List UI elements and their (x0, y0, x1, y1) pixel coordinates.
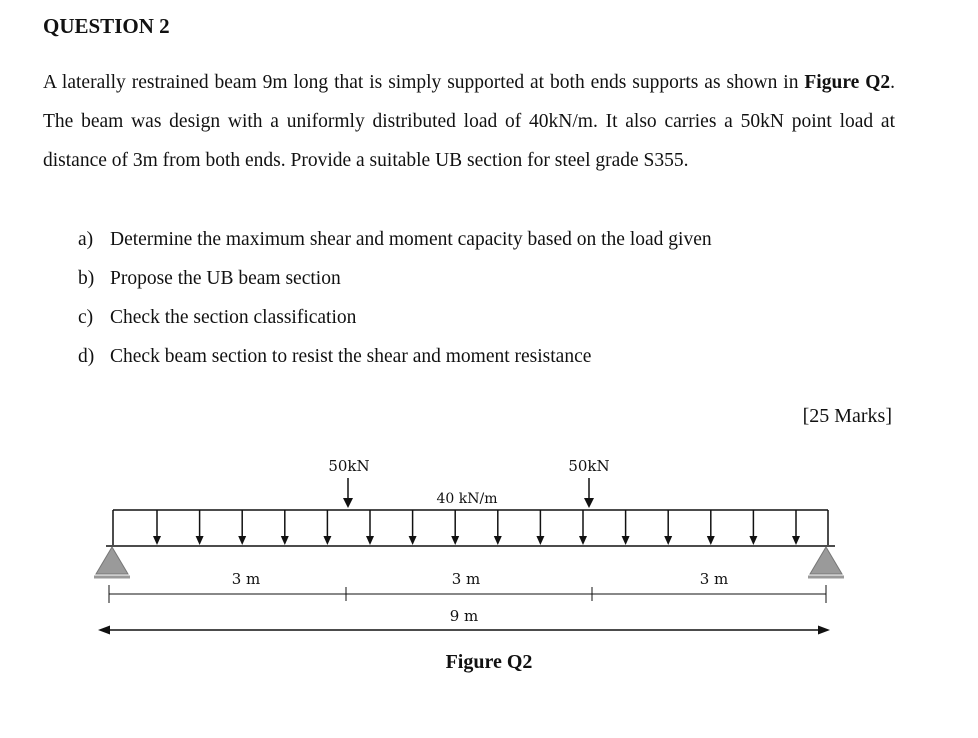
figure-caption: Figure Q2 (445, 651, 533, 673)
task-letter: b) (78, 268, 95, 289)
udl-arrow (238, 510, 246, 545)
question-text (43, 63, 895, 180)
task-text: Check the section classification (110, 307, 357, 328)
span-left-label: 3 m (231, 570, 261, 588)
udl-arrow (281, 510, 289, 545)
point-load-right-label: 50kN (568, 457, 610, 475)
beam-diagram (0, 440, 978, 645)
udl-arrow (792, 510, 800, 545)
task-item-b (78, 259, 712, 298)
udl-arrow (664, 510, 672, 545)
task-text: Propose the UB beam section (110, 268, 341, 289)
task-text: Check beam section to resist the shear and moment resistance (110, 346, 592, 367)
point-load-right-arrow (584, 478, 594, 508)
udl-outline (113, 510, 828, 545)
task-item-a (78, 220, 712, 259)
task-item-c (78, 298, 712, 337)
task-letter: a) (78, 229, 94, 250)
udl-arrow (366, 510, 374, 545)
task-letter: d) (78, 346, 95, 367)
udl-arrow (323, 510, 331, 545)
point-load-left-label: 50kN (328, 457, 370, 475)
udl-arrow (579, 510, 587, 545)
question-heading: QUESTION 2 (43, 14, 170, 38)
udl-arrow (622, 510, 630, 545)
udl-arrow (707, 510, 715, 545)
point-load-left-arrow (343, 478, 353, 508)
udl-label: 40 kN/m (436, 491, 498, 507)
total-span-label: 9 m (449, 607, 479, 625)
span-right-label: 3 m (699, 570, 729, 588)
right-support (808, 547, 844, 577)
figure-reference: Figure Q2 (804, 72, 891, 93)
question-text-part-2: . The beam was design with a uniformly distributed load of 40kN/m. It also carries a 50kN point load at distance of 3m from both ends. Provide a suitable UB section for steel grade S355. (43, 72, 895, 171)
task-list (78, 220, 712, 376)
udl-arrows (153, 510, 800, 545)
task-text: Determine the maximum shear and moment capacity based on the load given (110, 229, 712, 250)
udl-arrow (451, 510, 459, 545)
udl-arrow (409, 510, 417, 545)
udl-arrow (536, 510, 544, 545)
marks-label: [25 Marks] (802, 405, 892, 427)
task-letter: c) (78, 307, 94, 328)
question-text-part-1: A laterally restrained beam 9m long that is simply supported at both ends supports as shown in (43, 72, 799, 93)
task-item-d (78, 337, 712, 376)
left-support (94, 547, 130, 577)
udl-arrow (196, 510, 204, 545)
udl-arrow (494, 510, 502, 545)
udl-arrow (749, 510, 757, 545)
udl-arrow (153, 510, 161, 545)
span-middle-label: 3 m (451, 570, 481, 588)
